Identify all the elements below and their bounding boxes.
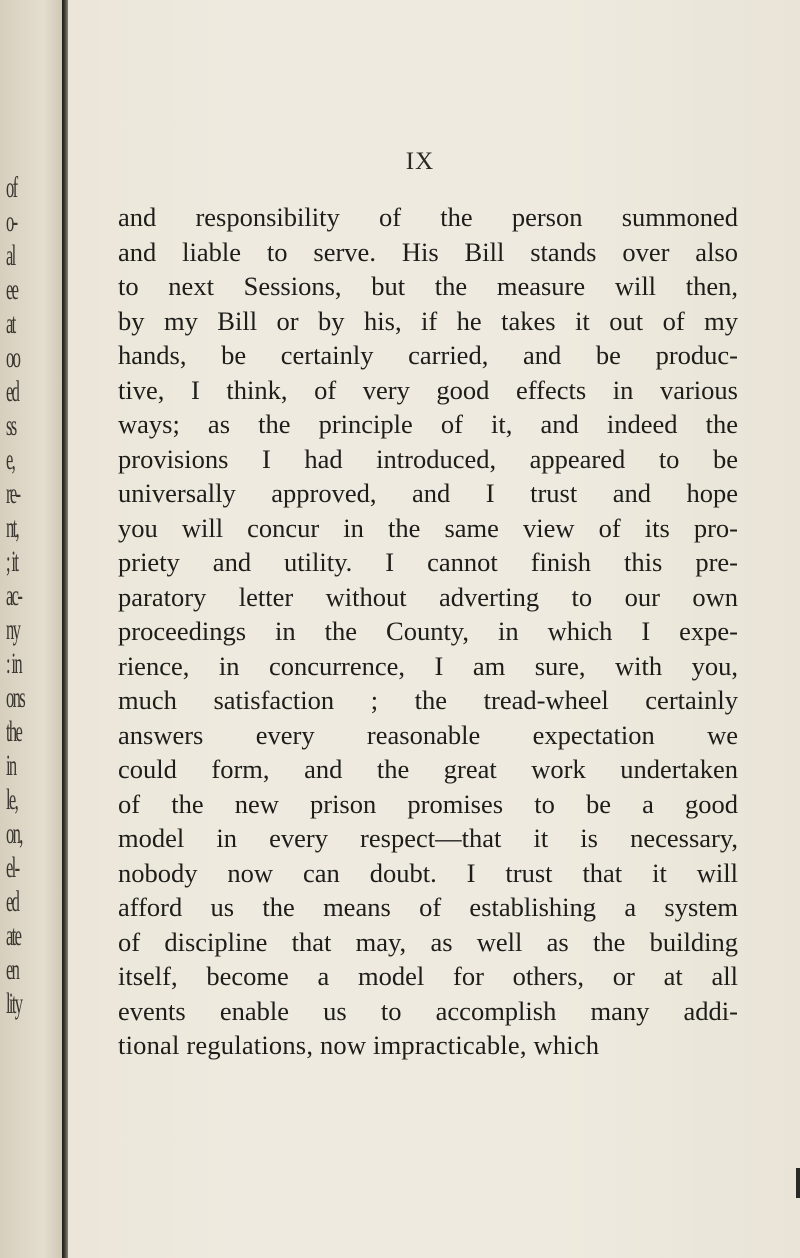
facing-page-fragment: oo bbox=[6, 341, 20, 374]
page-number: IX bbox=[405, 148, 435, 175]
text-line: answers every reasonable expectation we bbox=[118, 719, 738, 750]
text-line: of discipline that may, as well as the building bbox=[118, 926, 738, 957]
text-line: itself, become a model for others, or at all bbox=[118, 961, 738, 991]
text-line: and responsibility of the person summoned bbox=[118, 202, 738, 232]
facing-page-fragment: at bbox=[6, 307, 15, 340]
facing-page-fragment: ate bbox=[6, 919, 21, 952]
page-body-text bbox=[118, 200, 738, 1063]
text-line: events enable us to accomplish many addi- bbox=[118, 995, 738, 1026]
text-line: tional regulations, now impracticable, which bbox=[118, 1030, 600, 1060]
facing-page-fragment: lity bbox=[6, 987, 22, 1020]
facing-page-fragment: ee bbox=[6, 273, 18, 306]
page-edge-mark bbox=[796, 1168, 800, 1198]
facing-page-fragment: ed bbox=[6, 885, 19, 918]
text-line: priety and utility. I cannot finish this pre- bbox=[118, 547, 738, 577]
text-line: and liable to serve. His Bill stands over also bbox=[118, 236, 738, 267]
text-line: provisions I had introduced, appeared to be bbox=[118, 443, 738, 474]
text-line: universally approved, and I trust and hope bbox=[118, 478, 738, 508]
text-line: to next Sessions, but the measure will then, bbox=[118, 271, 738, 301]
facing-page-fragment: : in bbox=[6, 647, 21, 680]
facing-page-fragment: al bbox=[6, 239, 15, 272]
text-line: nobody now can doubt. I trust that it will bbox=[118, 857, 738, 888]
facing-page-fragment: ac- bbox=[6, 579, 22, 612]
facing-page-fragment: o- bbox=[6, 205, 17, 238]
facing-page-fragment: the bbox=[6, 715, 22, 748]
text-line: could form, and the great work undertaken bbox=[118, 754, 738, 784]
facing-page-fragment: ny bbox=[6, 613, 20, 646]
facing-page-fragment: re- bbox=[6, 477, 20, 510]
text-line: of the new prison promises to be a good bbox=[118, 788, 738, 819]
facing-page-margin bbox=[0, 0, 62, 1258]
text-line: tive, I think, of very good effects in various bbox=[118, 374, 738, 405]
text-line: hands, be certainly carried, and be produc- bbox=[118, 340, 738, 370]
text-line: rience, in concurrence, I am sure, with you, bbox=[118, 650, 738, 681]
text-line: paratory letter without adverting to our own bbox=[118, 581, 738, 612]
book-gutter-shadow bbox=[62, 0, 68, 1258]
text-line: by my Bill or by his, if he takes it out of my bbox=[118, 305, 738, 336]
facing-page-fragment: in bbox=[6, 749, 16, 782]
facing-page-fragment: of bbox=[6, 171, 17, 204]
text-line: ways; as the principle of it, and indeed the bbox=[118, 409, 738, 439]
facing-page-fragment: ed bbox=[6, 375, 19, 408]
facing-page-fragment: en bbox=[6, 953, 19, 986]
facing-page-fragment: el- bbox=[6, 851, 19, 884]
facing-page-fragment: le, bbox=[6, 783, 18, 816]
facing-page-fragment: on, bbox=[6, 817, 22, 850]
text-line: proceedings in the County, in which I expe- bbox=[118, 616, 738, 646]
facing-page-fragment: ons bbox=[6, 681, 24, 714]
text-line: you will concur in the same view of its pro- bbox=[118, 512, 738, 543]
facing-page-fragment: ; it bbox=[6, 545, 18, 578]
facing-page-fragment: ss bbox=[6, 409, 16, 442]
text-line: afford us the means of establishing a system bbox=[118, 892, 738, 922]
facing-page-fragment: nt, bbox=[6, 511, 19, 544]
text-line: model in every respect—that it is necessary, bbox=[118, 823, 738, 853]
facing-page-fragment: e, bbox=[6, 443, 15, 476]
text-line: much satisfaction ; the tread-wheel certainly bbox=[118, 685, 738, 715]
